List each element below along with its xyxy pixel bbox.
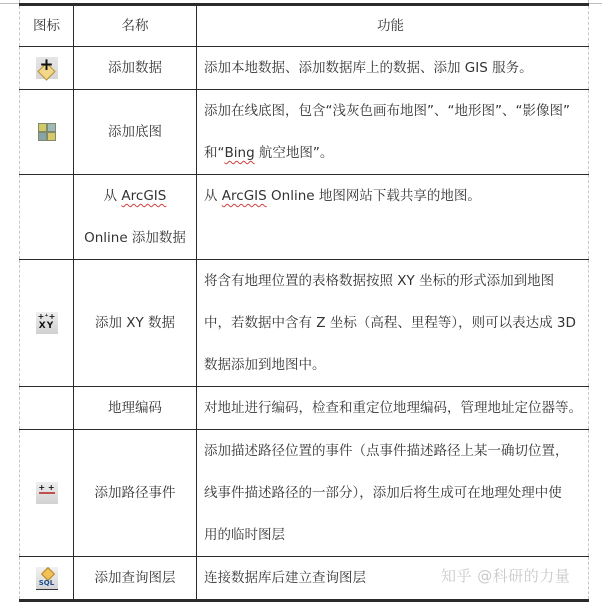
row-name: 添加路径事件 — [74, 430, 197, 557]
add-data-icon: + — [36, 57, 58, 79]
row-function: 添加本地数据、添加数据库上的数据、添加 GIS 服务。 — [197, 47, 589, 90]
spellcheck-underline: Bing — [224, 145, 255, 161]
table-row — [20, 430, 589, 557]
add-basemap-icon — [38, 123, 56, 141]
row-name: 添加查询图层 — [74, 557, 197, 601]
row-name: 添加底图 — [74, 90, 197, 175]
row-name: 添加数据 — [74, 47, 197, 90]
page-corner-mark-right — [589, 3, 602, 4]
add-route-events-icon: + + — [36, 482, 58, 504]
empty-icon-cell — [20, 387, 74, 430]
row-function: 从 ArcGIS Online 地图网站下载共享的地图。 — [197, 175, 589, 260]
spellcheck-underline: ArcGIS — [121, 188, 167, 204]
row-function: 将含有地理位置的表格数据按照 XY 坐标的形式添加到地图 中，若数据中含有 Z 坐标（高程、里程等），则可以表达成 3D 数据添加到地图中。 — [197, 260, 589, 387]
watermark: 知乎 @科研的力量 — [441, 567, 571, 585]
row-name: 添加 XY 数据 — [74, 260, 197, 387]
table-row — [20, 47, 589, 90]
table-row — [20, 175, 589, 260]
row-name: 地理编码 — [74, 387, 197, 430]
row-function: 添加在线底图，包含“浅灰色画布地图”、“地形图”、“影像图” 和“Bing 航空地图”。 — [197, 90, 589, 175]
tool-function-table — [19, 3, 589, 602]
header-function: 功能 — [197, 5, 589, 47]
add-xy-data-icon: +⁺+ XY — [36, 312, 58, 334]
spellcheck-underline: ArcGIS — [221, 188, 267, 204]
header-name: 名称 — [74, 5, 197, 47]
page-corner-mark-left — [0, 3, 19, 4]
table-header-row — [20, 5, 589, 47]
row-function: 对地址进行编码，检查和重定位地理编码，管理地址定位器等。 — [197, 387, 589, 430]
empty-icon-cell — [20, 175, 74, 260]
header-icon: 图标 — [20, 5, 74, 47]
table-row — [20, 90, 589, 175]
table-row — [20, 260, 589, 387]
add-query-layer-icon: SQL — [36, 567, 58, 590]
row-function: 添加描述路径位置的事件（点事件描述路径上某一确切位置， 线事件描述路径的一部分），添加后将生成可在地理处理中使 用的临时图层 — [197, 430, 589, 557]
table-row — [20, 387, 589, 430]
row-name: 从 ArcGIS Online 添加数据 — [74, 175, 197, 260]
row-function: 连接数据库后建立查询图层 — [197, 557, 589, 601]
